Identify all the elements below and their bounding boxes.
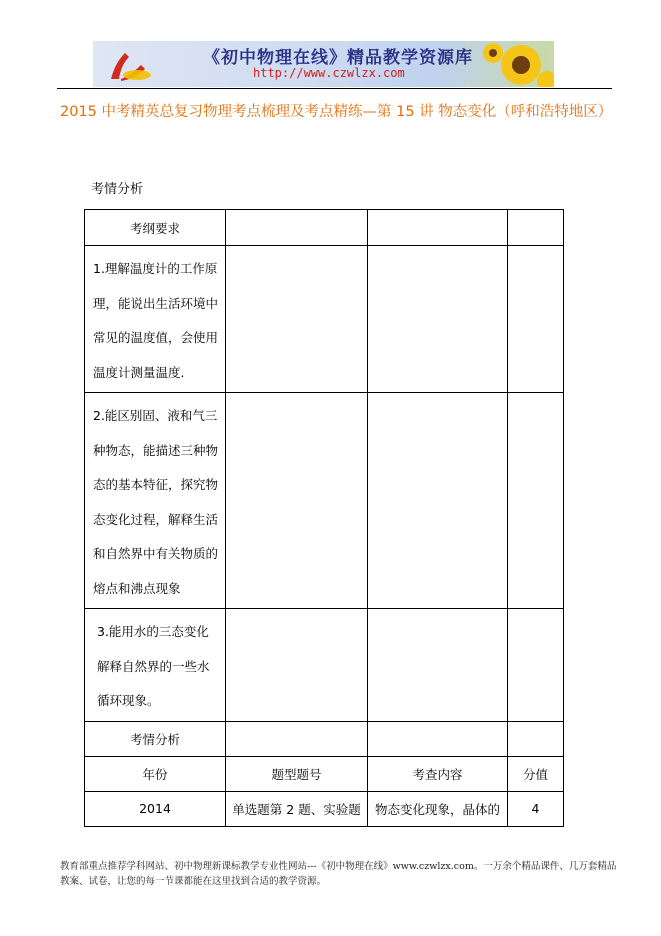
table-column-header-row	[85, 756, 564, 791]
table-cell	[226, 210, 368, 246]
requirement-text: 3.能用水的三态变化解释自然界的一些水循环现象。	[97, 624, 210, 708]
sunflower-icon	[481, 41, 554, 87]
table-cell	[368, 246, 508, 393]
table-cell	[226, 609, 368, 722]
column-header-year: 年份	[85, 756, 226, 791]
analysis-header: 考情分析	[85, 721, 226, 756]
requirement-text: 1.理解温度计的工作原理，能说出生活环境中常见的温度值，会使用温度计测量温度.	[93, 261, 219, 380]
requirements-header: 考纲要求	[85, 210, 226, 246]
exam-analysis-table	[84, 209, 564, 827]
table-cell	[508, 210, 564, 246]
table-cell	[508, 609, 564, 722]
page-footer: 教育部重点推荐学科网站、初中物理新课标教学专业性网站---《初中物理在线》www.czwlzx.com。一万余个精品课件、几万套精品教案、试卷，让您的每一节课都能在这里找到合适的教学资源。	[60, 861, 617, 887]
column-header-type: 题型题号	[226, 756, 368, 791]
column-header-score: 分值	[508, 756, 564, 791]
type-cell: 单选题第 2 题、实验题	[226, 791, 368, 826]
year-cell: 2014	[85, 791, 226, 826]
banner-title: 《初中物理在线》精品教学资源库	[203, 48, 473, 68]
section-heading: 考情分析	[91, 182, 144, 197]
content-cell: 物态变化现象，晶体的	[368, 791, 508, 826]
table-row	[85, 393, 564, 609]
table-row	[85, 721, 564, 756]
header-rule	[57, 88, 612, 89]
table-cell	[368, 210, 508, 246]
banner-url-link[interactable]: http://www.czwlzx.com	[253, 66, 405, 80]
table-header-row	[85, 210, 564, 246]
requirement-cell	[85, 393, 226, 609]
table-cell	[368, 609, 508, 722]
table-cell	[368, 721, 508, 756]
table-cell	[508, 246, 564, 393]
table-cell	[508, 721, 564, 756]
table-cell	[226, 721, 368, 756]
requirement-cell	[85, 609, 226, 722]
table-cell	[226, 246, 368, 393]
table-cell	[226, 393, 368, 609]
header-banner	[93, 41, 554, 87]
table-cell	[368, 393, 508, 609]
table-row	[85, 791, 564, 826]
table-cell	[508, 393, 564, 609]
score-cell: 4	[508, 791, 564, 826]
table-row	[85, 246, 564, 393]
requirement-text: 2.能区别固、液和气三种物态，能描述三种物态的基本特征，探究物态变化过程，解释生活和自然界中有关物质的熔点和沸点现象	[93, 408, 219, 596]
column-header-content: 考查内容	[368, 756, 508, 791]
requirement-cell	[85, 246, 226, 393]
page-title: 2015 中考精英总复习物理考点梳理及考点精练—第 15 讲 物态变化（呼和浩特地区）	[60, 104, 613, 120]
table-row	[85, 609, 564, 722]
site-logo-icon	[107, 45, 157, 83]
